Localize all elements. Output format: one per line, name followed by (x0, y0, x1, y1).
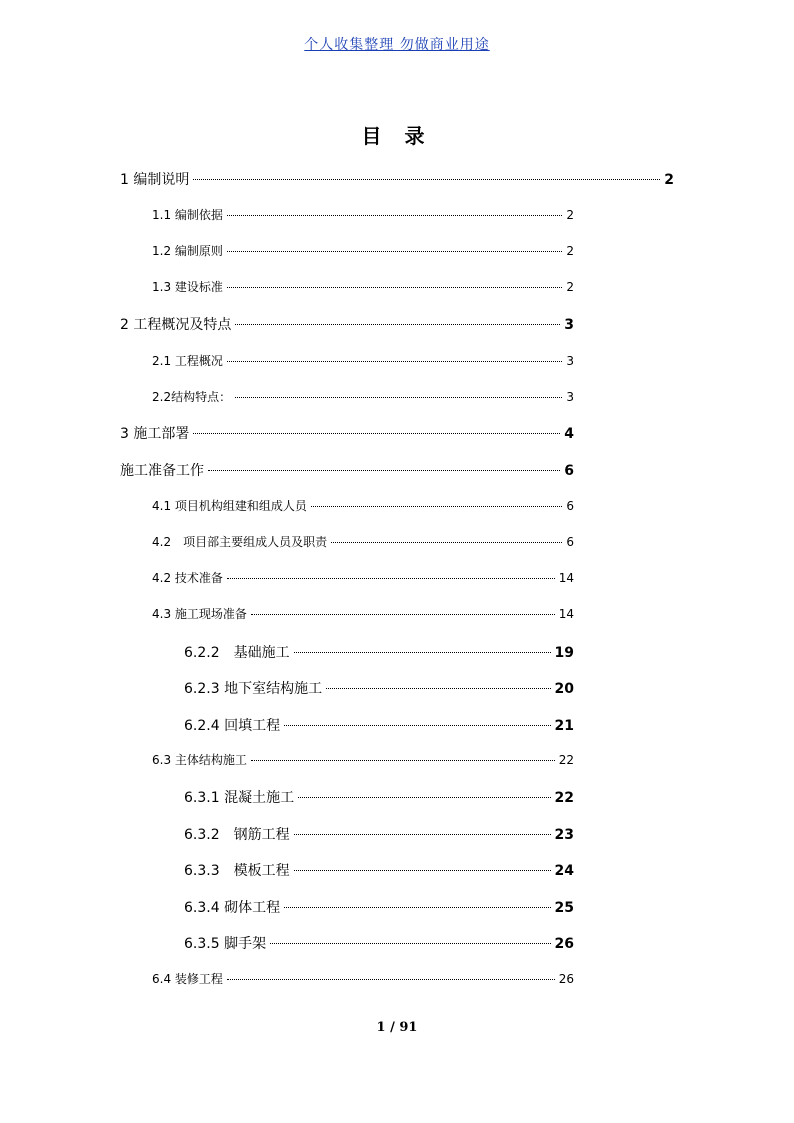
toc-entry-label: 3 施工部署 (120, 426, 190, 442)
toc-entry-label: 施工准备工作 (120, 463, 204, 479)
toc-entry-page: 3 (564, 317, 574, 333)
toc-entry[interactable] (152, 533, 574, 550)
toc-entry-page: 25 (554, 900, 574, 916)
toc-leader-dots (326, 688, 550, 689)
toc-entry[interactable] (184, 824, 574, 844)
toc-entry-label: 4.1 项目机构组建和组成人员 (152, 499, 307, 513)
toc-title: 目 录 (361, 124, 433, 148)
toc-entry-page: 6 (566, 499, 574, 513)
toc-entry-page: 4 (564, 426, 574, 442)
toc-entry[interactable] (152, 388, 574, 405)
toc-entry-label: 4.3 施工现场准备 (152, 607, 247, 621)
toc-entry[interactable] (152, 206, 574, 223)
toc-entry[interactable] (184, 860, 574, 880)
toc-entry[interactable] (120, 423, 574, 443)
toc-entry-page: 20 (554, 681, 574, 697)
toc-entry-page: 6 (564, 463, 574, 479)
header-watermark-link[interactable]: 个人收集整理 勿做商业用途 (304, 37, 490, 53)
toc-entry-label: 6.2.2 基础施工 (184, 645, 290, 661)
toc-entry-label: 4.2 项目部主要组成人员及职责 (152, 535, 328, 549)
toc-entry-label: 6.4 装修工程 (152, 972, 223, 986)
toc-leader-dots (294, 834, 551, 835)
toc-entry-page: 14 (558, 571, 574, 585)
toc-entry[interactable] (184, 715, 574, 735)
toc-entry-page: 2 (566, 208, 574, 222)
toc-entry[interactable] (152, 569, 574, 586)
toc-entry[interactable] (184, 642, 574, 662)
toc-entry[interactable] (152, 242, 574, 259)
toc-leader-dots (193, 179, 660, 180)
toc-leader-dots (193, 433, 560, 434)
toc-entry[interactable] (152, 278, 574, 295)
toc-entry[interactable] (120, 314, 574, 334)
toc-entry-label: 6.3.3 模板工程 (184, 863, 290, 879)
page-number: 1 / 91 (376, 1020, 418, 1035)
toc-entry-label: 2.2结构特点： (152, 390, 232, 404)
toc-entry-label: 6.3.4 砌体工程 (184, 900, 281, 916)
toc-entry[interactable] (184, 933, 574, 953)
toc-leader-dots (298, 797, 550, 798)
toc-entry-label: 1 编制说明 (120, 172, 190, 188)
toc-entry-page: 3 (566, 390, 574, 404)
toc-leader-dots (294, 652, 551, 653)
toc-leader-dots (227, 251, 562, 252)
toc-leader-dots (227, 287, 562, 288)
toc-leader-dots (294, 870, 551, 871)
toc-entry-page: 21 (554, 718, 574, 734)
toc-entry-label: 1.3 建设标准 (152, 280, 223, 294)
toc-leader-dots (227, 361, 562, 362)
toc-leader-dots (331, 542, 562, 543)
toc-entry-page: 6 (566, 535, 574, 549)
toc-entry-label: 6.3.5 脚手架 (184, 936, 267, 952)
toc-entry-page: 24 (554, 863, 574, 879)
toc-entry-page: 26 (558, 972, 574, 986)
toc-entry-label: 1.2 编制原则 (152, 244, 223, 258)
toc-entry-page: 19 (554, 645, 574, 661)
toc-leader-dots (235, 397, 562, 398)
toc-entry-page: 26 (554, 936, 574, 952)
toc-leader-dots (251, 760, 555, 761)
toc-entry[interactable] (152, 497, 574, 514)
toc-entry[interactable] (152, 751, 574, 768)
toc-entry-page: 22 (558, 753, 574, 767)
toc-entry[interactable] (120, 169, 674, 189)
toc-leader-dots (311, 506, 562, 507)
toc-entry-page: 22 (554, 790, 574, 806)
toc-entry-label: 4.2 技术准备 (152, 571, 223, 585)
toc-entry-label: 2.1 工程概况 (152, 354, 223, 368)
toc-entry-page: 3 (566, 354, 574, 368)
toc-entry[interactable] (152, 605, 574, 622)
toc-entry-label: 6.2.3 地下室结构施工 (184, 681, 323, 697)
toc-entry-label: 6.3 主体结构施工 (152, 753, 247, 767)
toc-leader-dots (284, 907, 550, 908)
toc-entry[interactable] (184, 897, 574, 917)
toc-entry[interactable] (184, 787, 574, 807)
toc-entry[interactable] (184, 678, 574, 698)
toc-entry-label: 6.3.1 混凝土施工 (184, 790, 295, 806)
toc-entry-page: 2 (566, 280, 574, 294)
toc-leader-dots (270, 943, 550, 944)
toc-entry[interactable] (152, 970, 574, 987)
toc-entry-page: 23 (554, 827, 574, 843)
toc-leader-dots (251, 614, 555, 615)
toc-entry-page: 14 (558, 607, 574, 621)
toc-leader-dots (227, 215, 562, 216)
toc-entry[interactable] (152, 352, 574, 369)
toc-entry-page: 2 (566, 244, 574, 258)
toc-entry-label: 6.3.2 钢筋工程 (184, 827, 290, 843)
toc-entry-label: 6.2.4 回填工程 (184, 718, 281, 734)
toc-entry-page: 2 (664, 172, 674, 188)
toc-entry-label: 2 工程概况及特点 (120, 317, 232, 333)
toc-entry-label: 1.1 编制依据 (152, 208, 223, 222)
toc-leader-dots (227, 578, 555, 579)
toc-leader-dots (227, 979, 555, 980)
toc-leader-dots (208, 470, 560, 471)
toc-leader-dots (235, 324, 560, 325)
toc-leader-dots (284, 725, 550, 726)
toc-entry[interactable] (120, 460, 574, 480)
